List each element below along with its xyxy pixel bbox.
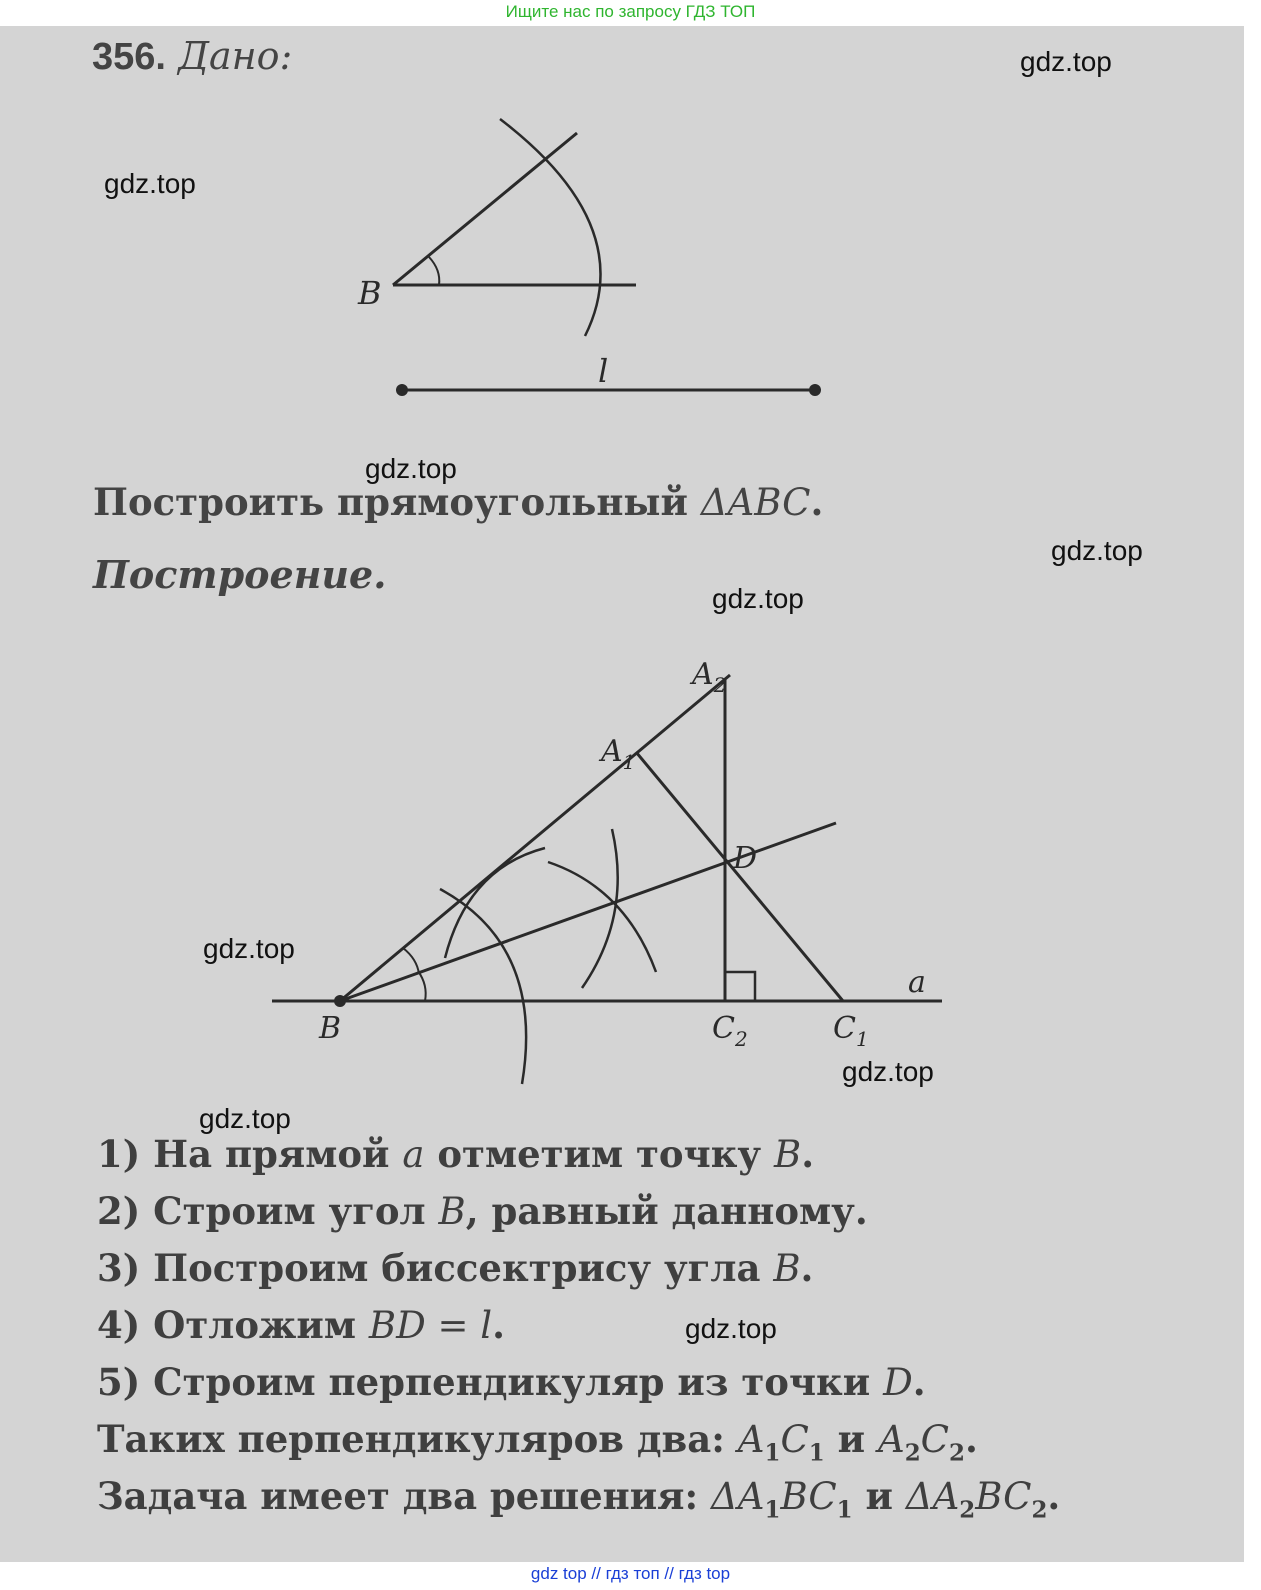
watermark: gdz.top xyxy=(712,583,804,614)
ray-BA xyxy=(340,675,730,1001)
point-B xyxy=(334,995,346,1007)
watermark: gdz.top xyxy=(199,1103,291,1134)
angle-mark xyxy=(418,971,426,1001)
construction-title: Построение. xyxy=(93,552,387,597)
step-conclusion-perpendiculars: Таких перпендикуляров два: $A_1C_1$ и $A_2C_2$. xyxy=(97,1417,978,1467)
bisector-BD xyxy=(340,823,836,1001)
watermark: gdz.top xyxy=(203,933,295,964)
task-end: . xyxy=(810,480,824,524)
problem-number: 356. xyxy=(92,36,166,78)
task-statement xyxy=(93,480,823,524)
watermark: gdz.top xyxy=(1020,46,1112,77)
watermark: gdz.top xyxy=(365,453,457,484)
label-A1: $A_1$ xyxy=(601,734,636,774)
right-angle-mark xyxy=(725,972,755,1001)
task-triangle: ΔABC xyxy=(700,481,811,524)
given-segment-label: l xyxy=(598,352,609,390)
watermark: gdz.top xyxy=(104,168,196,199)
given-segment-endpoint xyxy=(809,384,821,396)
task-text: Построить прямоугольный xyxy=(93,480,701,524)
step-5: 5) Строим перпендикуляр из точки D. xyxy=(97,1360,926,1404)
given-angle-arc xyxy=(500,119,601,336)
step-3: 3) Построим биссектрису угла B. xyxy=(97,1246,814,1290)
perpendicular-A1C1 xyxy=(636,752,843,1001)
step-2: 2) Строим угол B, равный данному. xyxy=(97,1189,868,1233)
angle-mark xyxy=(403,948,419,974)
watermark: gdz.top xyxy=(1051,535,1143,566)
textbook-page xyxy=(0,26,1244,1562)
step-4: 4) Отложим BD = l. xyxy=(97,1303,505,1347)
watermark: gdz.top xyxy=(842,1056,934,1087)
given-figure xyxy=(0,26,1244,486)
label-B: B xyxy=(319,1011,342,1046)
given-vertex-label: B xyxy=(358,274,382,312)
bottom-banner[interactable]: gdz top // гдз топ // гдз top xyxy=(530,1564,731,1583)
label-D: D xyxy=(733,841,758,876)
construction-arc xyxy=(445,848,545,958)
given-label: Дано: xyxy=(178,34,293,78)
given-angle-mark xyxy=(429,257,439,285)
construction-arc xyxy=(440,889,526,1084)
label-A2: $A_2$ xyxy=(692,657,727,697)
label-C1: $C_1$ xyxy=(833,1011,869,1051)
construction-figure xyxy=(0,586,1244,1106)
label-a: a xyxy=(908,965,926,1000)
step-1: 1) На прямой a отметим точку B. xyxy=(97,1132,815,1176)
top-banner[interactable]: Ищите нас по запросу ГДЗ ТОП xyxy=(505,2,756,21)
step-conclusion-solutions: Задача имеет два решения: $\Delta A_1BC_1$ и $\Delta A_2BC_2$. xyxy=(97,1474,1061,1524)
label-C2: $C_2$ xyxy=(712,1011,748,1051)
given-segment-endpoint xyxy=(396,384,408,396)
watermark: gdz.top xyxy=(685,1313,777,1344)
given-angle-ray-upper xyxy=(393,133,577,285)
